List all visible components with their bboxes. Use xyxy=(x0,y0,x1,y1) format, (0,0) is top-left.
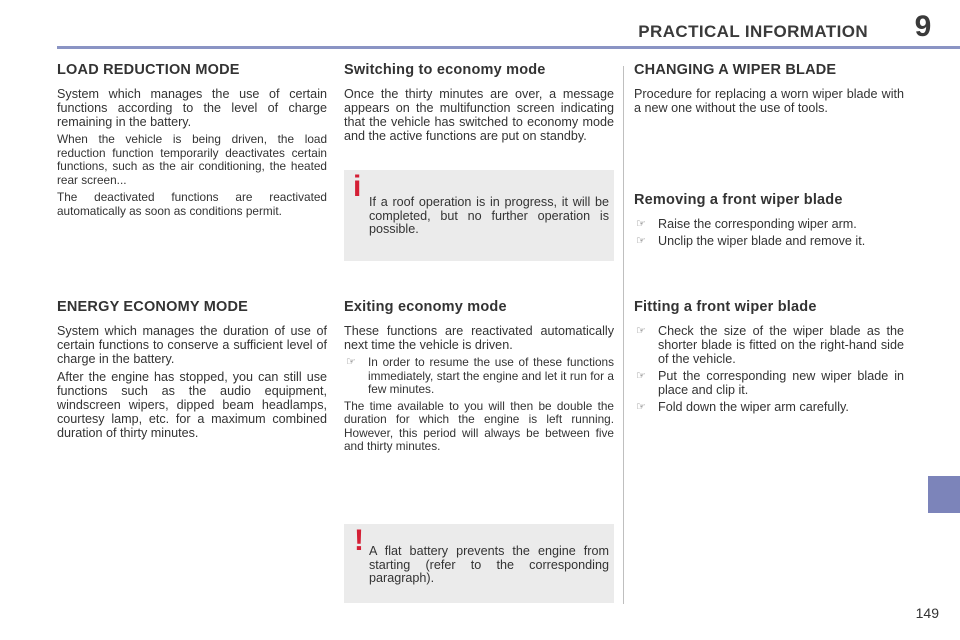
chapter-number: 9 xyxy=(914,10,932,43)
exiting-paragraph-1: These functions are reactivated automatically next time the vehicle is driven. xyxy=(344,324,614,352)
removing-bullet-1-text: Raise the corresponding wiper arm. xyxy=(658,217,857,231)
pointing-hand-icon: ☞ xyxy=(636,218,646,230)
removing-heading: Removing a front wiper blade xyxy=(634,192,843,208)
header-rule xyxy=(57,46,960,49)
fitting-bullet-1 xyxy=(634,324,904,366)
exiting-bullet xyxy=(344,356,614,397)
energy-economy-paragraph-1: System which manages the duration of use of certain functions to conserve a sufficient level of charge in the battery. xyxy=(57,324,327,366)
info-note xyxy=(344,170,614,261)
pointing-hand-icon: ☞ xyxy=(636,370,646,382)
wiper-section xyxy=(634,62,904,119)
column-divider xyxy=(623,66,624,604)
warning-icon: ! xyxy=(354,524,364,557)
wiper-paragraph: Procedure for replacing a worn wiper blade with a new one without the use of tools. xyxy=(634,87,904,115)
exiting-section xyxy=(344,299,614,458)
chapter-tab xyxy=(928,476,960,513)
removing-bullet-1 xyxy=(634,217,904,231)
pointing-hand-icon: ☞ xyxy=(636,325,646,337)
removing-bullet-2 xyxy=(634,234,904,248)
fitting-section xyxy=(634,299,904,417)
removing-bullet-2-text: Unclip the wiper blade and remove it. xyxy=(658,234,866,248)
load-reduction-paragraph-2: When the vehicle is being driven, the load reduction function temporarily deactivates certain functions, such as the air conditioning, the heated rear screen... xyxy=(57,132,327,187)
removing-section xyxy=(634,192,904,251)
energy-economy-section xyxy=(57,299,327,444)
exiting-bullet-text: In order to resume the use of these functions immediately, start the engine and let it run for a few minutes. xyxy=(368,355,614,396)
exiting-paragraph-2: The time available to you will then be double the duration for which the engine is left running. However, this period will always be between five and thirty minutes. xyxy=(344,398,614,453)
fitting-bullet-2-text: Put the corresponding new wiper blade in place and clip it. xyxy=(658,369,904,397)
wiper-heading: CHANGING A WIPER BLADE xyxy=(634,62,837,78)
warning-note xyxy=(344,524,614,603)
switching-paragraph: Once the thirty minutes are over, a message appears on the multifunction screen indicating that the vehicle has switched to economy mode and the active functions are put on standby. xyxy=(344,87,614,143)
warning-note-text: A flat battery prevents the engine from starting (refer to the corresponding paragraph). xyxy=(369,544,609,585)
load-reduction-paragraph-1: System which manages the use of certain functions according to the level of charge remaining in the battery. xyxy=(57,87,327,129)
fitting-bullet-3-text: Fold down the wiper arm carefully. xyxy=(658,400,849,414)
switching-heading: Switching to economy mode xyxy=(344,62,546,78)
page-header-title: PRACTICAL INFORMATION xyxy=(638,22,868,41)
pointing-hand-icon: ☞ xyxy=(636,401,646,413)
switching-section xyxy=(344,62,614,147)
load-reduction-heading: LOAD REDUCTION MODE xyxy=(57,62,240,78)
info-note-text: If a roof operation is in progress, it will be completed, but no further operation is possible. xyxy=(369,195,609,236)
pointing-hand-icon: ☞ xyxy=(346,356,356,368)
energy-economy-paragraph-2: After the engine has stopped, you can still use functions such as the audio equipment, windscreen wipers, dipped beam headlamps, courtesy lamp, etc. for a maximum combined duration of thirty minutes. xyxy=(57,370,327,440)
info-icon: i xyxy=(353,170,362,203)
exiting-heading: Exiting economy mode xyxy=(344,299,507,315)
fitting-bullet-2 xyxy=(634,369,904,397)
load-reduction-paragraph-3: The deactivated functions are reactivated automatically as soon as conditions permit. xyxy=(57,190,327,218)
pointing-hand-icon: ☞ xyxy=(636,235,646,247)
fitting-heading: Fitting a front wiper blade xyxy=(634,299,817,315)
fitting-bullet-1-text: Check the size of the wiper blade as the shorter blade is fitted on the right-hand side of the vehicle. xyxy=(658,324,904,366)
fitting-bullet-3 xyxy=(634,400,904,414)
energy-economy-heading: ENERGY ECONOMY MODE xyxy=(57,299,248,315)
page-number: 149 xyxy=(915,605,939,621)
load-reduction-section xyxy=(57,62,327,222)
